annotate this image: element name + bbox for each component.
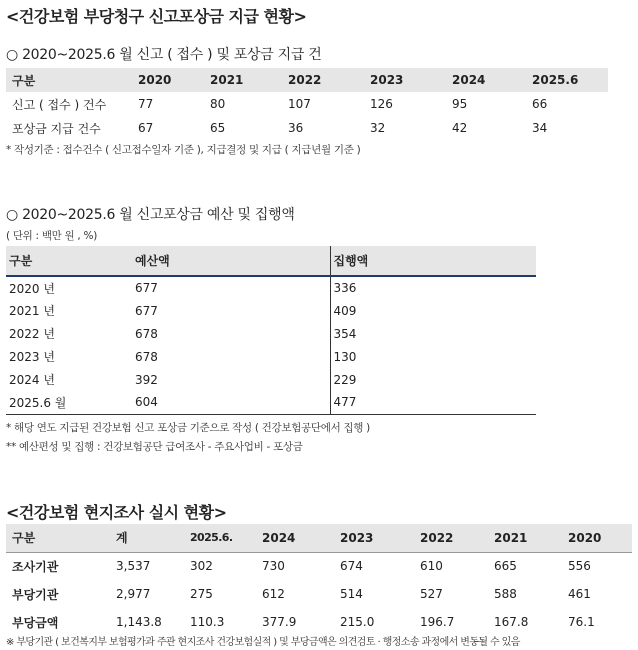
header-cell: 구분 (6, 68, 132, 92)
table-cell: 477 (330, 391, 536, 414)
table-cell: 2,977 (116, 587, 151, 601)
table-cell: 76.1 (568, 615, 595, 629)
table-cell: 95 (452, 97, 468, 111)
table-row (6, 580, 632, 608)
table-cell: 32 (370, 121, 386, 135)
header-cell: 구분 (6, 524, 110, 552)
table-row (6, 345, 536, 368)
header-cell: 집행액 (330, 246, 536, 276)
header-cell: 2024 (446, 68, 526, 92)
report-title-claims: <건강보험 부당청구 신고포상금 지급 현황> (6, 7, 307, 26)
row-label: 부당기관 (12, 587, 59, 602)
table-row (6, 276, 536, 299)
section3-note: ※ 부당기관 ( 보건복지부 보험평가과 주관 현지조사 건강보험실적 ) 및 부당금액은 의견검토 · 행정소송 과정에서 변동될 수 있음 (6, 637, 520, 648)
header-cell: 2025.6 (526, 68, 608, 92)
section1-note: * 작성기준 : 접수건수 ( 신고접수일자 기준 ), 지급결정 및 지급 ( 지급년월 기준 ) (6, 144, 361, 156)
table-cell: 677 (135, 281, 158, 295)
table-cell: 275 (190, 587, 213, 601)
table-cell: 354 (330, 322, 536, 345)
table-cell: 110.3 (190, 615, 225, 629)
table-cell: 377.9 (262, 615, 297, 629)
table-cell: 514 (340, 587, 363, 601)
header-cell: 2025.6. (184, 524, 256, 552)
report-title-inspection: <건강보험 현지조사 실시 현황> (6, 503, 227, 522)
table-cell: 229 (330, 368, 536, 391)
table-cell: 130 (330, 345, 536, 368)
table-cell: 556 (568, 559, 591, 574)
header-cell: 2020 (562, 524, 632, 552)
table-cell: 3,537 (116, 559, 151, 574)
table-header-row (6, 68, 608, 92)
row-label: 2022 년 (9, 327, 55, 341)
table-cell: 67 (138, 121, 154, 135)
row-label: 2025.6 월 (6, 391, 132, 414)
section2-note1: * 해당 연도 지급된 건강보험 신고 포상금 기준으로 작성 ( 건강보험공단에서 집행 ) (6, 422, 370, 434)
table-cell: 610 (420, 559, 443, 574)
header-cell: 구분 (6, 246, 132, 276)
header-cell: 2021 (204, 68, 282, 92)
table-cell: 461 (568, 587, 591, 601)
table-cell: 42 (452, 121, 468, 135)
table-cell: 126 (370, 97, 393, 111)
table-cell: 167.8 (494, 615, 529, 629)
table-header-row (6, 524, 632, 552)
table-row (6, 552, 632, 580)
table-cell: 612 (262, 587, 285, 601)
table-cell: 1,143.8 (116, 615, 162, 629)
table-cell: 80 (210, 97, 226, 111)
table-cell: 107 (288, 97, 311, 111)
header-cell: 예산액 (132, 246, 330, 276)
row-label: 2021 년 (9, 304, 55, 318)
row-label: 2020 년 (9, 281, 55, 296)
table-cell: 677 (135, 303, 158, 318)
row-label: 2023 년 (9, 350, 55, 364)
section2-title: ○ 2020~2025.6 월 신고포상금 예산 및 집행액 (6, 207, 295, 223)
row-label: 포상금 지급 건수 (12, 121, 101, 136)
table-cell: 66 (532, 97, 548, 111)
table-row (6, 299, 536, 322)
table-cell: 678 (135, 349, 158, 364)
table-cell: 588 (494, 587, 517, 601)
table-cell: 730 (262, 559, 285, 574)
table-row (6, 608, 632, 636)
row-label: 조사기관 (12, 559, 59, 574)
table-cell: 392 (135, 372, 158, 387)
header-cell: 2022 (414, 524, 488, 552)
budget-table (6, 246, 536, 415)
header-cell: 2022 (282, 68, 364, 92)
table-cell: 65 (210, 121, 226, 135)
table-cell: 674 (340, 559, 363, 574)
header-cell: 계 (110, 524, 184, 552)
table-cell: 678 (135, 326, 158, 341)
header-cell: 2024 (256, 524, 334, 552)
table-cell: 604 (132, 391, 330, 414)
table-cell: 336 (330, 276, 536, 299)
table-cell: 215.0 (340, 615, 375, 629)
table-cell: 196.7 (420, 615, 455, 629)
row-label: 2024 년 (9, 373, 55, 387)
table-row (6, 391, 536, 414)
row-label: 부당금액 (12, 615, 59, 630)
table-cell: 527 (420, 587, 443, 601)
inspection-table (6, 524, 632, 636)
table-row (6, 116, 608, 140)
table-row (6, 322, 536, 345)
table-cell: 77 (138, 97, 154, 111)
table-cell: 34 (532, 121, 548, 135)
header-cell: 2023 (334, 524, 414, 552)
table-cell: 36 (288, 121, 304, 135)
header-cell: 2021 (488, 524, 562, 552)
reward-count-table (6, 68, 608, 140)
header-cell: 2020 (132, 68, 204, 92)
table-cell: 409 (330, 299, 536, 322)
header-cell: 2023 (364, 68, 446, 92)
table-header-row (6, 246, 536, 276)
table-cell: 665 (494, 559, 517, 574)
table-row (6, 92, 608, 116)
section2-note2: ** 예산편성 및 집행 : 건강보험공단 급여조사 - 주요사업비 - 포상금 (6, 441, 303, 453)
section1-title: ○ 2020~2025.6 월 신고 ( 접수 ) 및 포상금 지급 건 (6, 47, 322, 63)
unit-label: ( 단위 : 백만 원 , %) (6, 230, 97, 242)
row-label: 신고 ( 접수 ) 건수 (12, 97, 107, 112)
table-row (6, 368, 536, 391)
table-cell: 302 (190, 559, 213, 574)
